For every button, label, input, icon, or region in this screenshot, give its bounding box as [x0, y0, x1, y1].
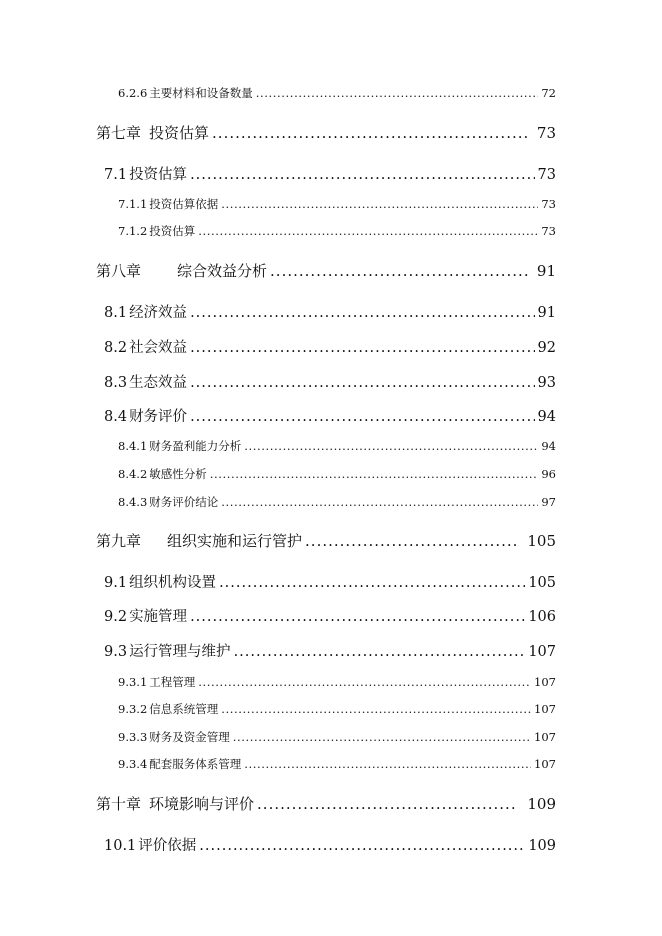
- toc-leader: [190, 375, 534, 391]
- toc-page-number: 73: [536, 124, 556, 142]
- toc-entry-8-1[interactable]: [104, 301, 556, 322]
- toc-entry-8-2[interactable]: [104, 336, 556, 357]
- toc-page-number: 72: [541, 86, 556, 100]
- toc-number: 8.4.2: [118, 467, 148, 481]
- toc-page-number: 94: [541, 439, 556, 453]
- toc-leader: [190, 167, 534, 183]
- toc-title: 评价依据: [138, 838, 197, 854]
- toc-page-number: 91: [537, 305, 556, 321]
- toc-page-number: 97: [541, 495, 556, 509]
- toc-title: 生态效益: [129, 375, 188, 391]
- toc-entry-9-1[interactable]: [104, 571, 556, 592]
- toc-number: 9.3.4: [118, 757, 148, 771]
- toc-number: 8.3: [104, 375, 128, 391]
- toc-title: 综合效益分析: [177, 262, 268, 280]
- toc-leader: [212, 124, 528, 142]
- toc-entry-9-2[interactable]: [104, 605, 556, 626]
- toc-leader: [270, 262, 528, 280]
- toc-title: 投资估算依据: [149, 197, 219, 211]
- toc-leader: [256, 86, 539, 100]
- toc-leader: [190, 609, 525, 625]
- toc-entry-9-3-3[interactable]: [118, 729, 556, 745]
- toc-leader: [190, 409, 534, 425]
- toc-page-number: 73: [541, 197, 556, 211]
- toc-entry-chapter-7[interactable]: [96, 122, 556, 143]
- toc-entry-8-4-3[interactable]: [118, 494, 556, 510]
- toc-entry-8-4-1[interactable]: [118, 438, 556, 454]
- toc-page-number: 91: [536, 262, 556, 280]
- toc-leader: [198, 675, 531, 689]
- toc-title: 财务及资金管理: [149, 730, 230, 744]
- toc-page-number: 73: [537, 167, 556, 183]
- toc-number: 7.1.2: [118, 224, 148, 238]
- toc-leader: [244, 757, 531, 771]
- toc-title: 社会效益: [129, 340, 188, 356]
- toc-entry-7-1-2[interactable]: [118, 223, 556, 239]
- toc-page-number: 106: [528, 609, 556, 625]
- toc-number: 10.1: [104, 838, 137, 854]
- toc-leader: [221, 495, 538, 509]
- toc-number: 9.3.3: [118, 730, 148, 744]
- toc-entry-chapter-10[interactable]: [96, 793, 556, 814]
- toc-title: 组织机构设置: [129, 575, 217, 591]
- toc-leader: [190, 340, 534, 356]
- toc-entry-9-3[interactable]: [104, 640, 556, 661]
- toc-leader: [190, 305, 534, 321]
- toc-number: 第八章: [96, 262, 142, 280]
- toc-title: 财务盈利能力分析: [149, 439, 242, 453]
- toc-number: 9.3.2: [118, 702, 148, 716]
- toc-number: 6.2.6: [118, 86, 148, 100]
- toc-leader: [234, 644, 526, 660]
- toc-title: 工程管理: [149, 675, 196, 689]
- toc-page-number: 105: [528, 575, 556, 591]
- toc-title: 配套服务体系管理: [149, 757, 242, 771]
- toc-page-number: 96: [541, 467, 556, 481]
- toc-leader: [219, 575, 525, 591]
- toc-entry-chapter-8[interactable]: [96, 260, 556, 281]
- toc-number: 8.2: [104, 340, 128, 356]
- toc-title: 投资估算: [149, 224, 196, 238]
- toc-number: 第九章: [96, 532, 142, 550]
- toc-title: 环境影响与评价: [149, 795, 255, 813]
- toc-title: 运行管理与维护: [129, 644, 231, 660]
- toc-title: 敏感性分析: [149, 467, 207, 481]
- toc-entry-7-1[interactable]: [104, 163, 556, 184]
- toc-number: 8.4.1: [118, 439, 148, 453]
- toc-leader: [198, 224, 538, 238]
- toc-title: 信息系统管理: [149, 702, 219, 716]
- toc-entry-9-3-4[interactable]: [118, 756, 556, 772]
- toc-page-number: 94: [537, 409, 556, 425]
- toc-title: 实施管理: [129, 609, 188, 625]
- toc-title: 财务评价结论: [149, 495, 219, 509]
- toc-number: 9.2: [104, 609, 128, 625]
- toc-page-number: 107: [534, 757, 556, 771]
- toc-number: 8.4: [104, 409, 128, 425]
- toc-leader: [221, 702, 531, 716]
- toc-page-number: 107: [534, 702, 556, 716]
- toc-entry-8-3[interactable]: [104, 371, 556, 392]
- toc-page-number: 93: [537, 375, 556, 391]
- toc-number: 第七章: [96, 124, 142, 142]
- toc-page-number: 109: [527, 795, 556, 813]
- toc-number: 7.1: [104, 167, 128, 183]
- toc-number: 9.1: [104, 575, 128, 591]
- toc-leader: [199, 838, 525, 854]
- toc-page-number: 107: [534, 675, 556, 689]
- toc-title: 主要材料和设备数量: [149, 86, 253, 100]
- toc-entry-8-4[interactable]: [104, 405, 556, 426]
- toc-entry-6-2-6[interactable]: [118, 85, 556, 101]
- toc-leader: [221, 197, 538, 211]
- toc-number: 7.1.1: [118, 197, 148, 211]
- toc-title: 组织实施和运行管护: [167, 532, 303, 550]
- toc-number: 8.1: [104, 305, 128, 321]
- toc-title: 经济效益: [129, 305, 188, 321]
- toc-page-number: 107: [528, 644, 556, 660]
- toc-number: 9.3.1: [118, 675, 148, 689]
- toc-page-number: 73: [541, 224, 556, 238]
- toc-number: 9.3: [104, 644, 128, 660]
- toc-title: 财务评价: [129, 409, 188, 425]
- toc-number: 第十章: [96, 795, 142, 813]
- toc-page-number: 109: [528, 838, 556, 854]
- toc-page-number: 92: [537, 340, 556, 356]
- toc-page-number: 105: [527, 532, 556, 550]
- toc-leader: [210, 467, 539, 481]
- toc-entry-chapter-9[interactable]: [96, 530, 556, 551]
- toc-title: 投资估算: [149, 124, 210, 142]
- toc-leader: [305, 532, 518, 550]
- toc-entry-10-1[interactable]: [104, 834, 556, 855]
- toc-leader: [257, 795, 518, 813]
- toc-number: 8.4.3: [118, 495, 148, 509]
- toc-leader: [233, 730, 531, 744]
- toc-page-number: 107: [534, 730, 556, 744]
- toc-title: 投资估算: [129, 167, 188, 183]
- toc-entry-9-3-2[interactable]: [118, 701, 556, 717]
- toc-leader: [244, 439, 538, 453]
- toc-entry-7-1-1[interactable]: [118, 196, 556, 212]
- toc-entry-8-4-2[interactable]: [118, 466, 556, 482]
- toc-entry-9-3-1[interactable]: [118, 674, 556, 690]
